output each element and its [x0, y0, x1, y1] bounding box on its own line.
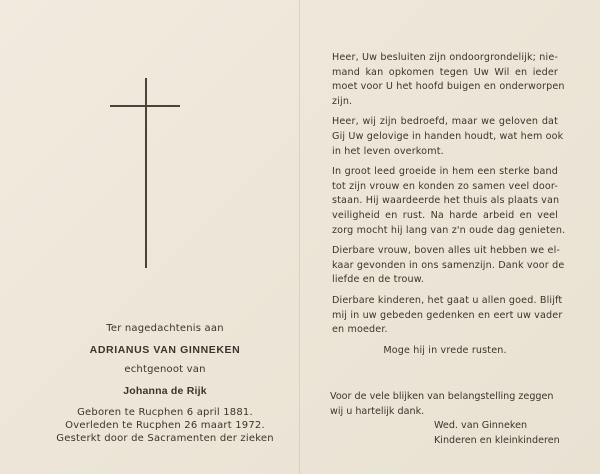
stanza-line: mij in uw gebeden gedenken en eert uw vader [332, 309, 563, 321]
stanza-3 [332, 165, 566, 238]
spouse-label: echtgenoot van [124, 364, 206, 375]
birth-line: Geboren te Rucphen 6 april 1881. [77, 407, 253, 418]
cross-horizontal-bar [110, 105, 180, 107]
stanza-line: zijn. [332, 95, 353, 107]
stanza-line: veiligheid en rust. Na harde arbeid en veel [332, 209, 558, 221]
deceased-name: ADRIANUS VAN GINNEKEN [89, 344, 241, 356]
memorial-intro: Ter nagedachtenis aan [106, 323, 224, 334]
memorial-text [0, 322, 330, 445]
stanza-line: kaar gevonden in ons samenzijn. Dank voor de [332, 259, 565, 271]
prayer-text [332, 51, 566, 358]
stanza-line: en moeder. [332, 324, 388, 336]
stanza-line: Gij Uw gelovige in handen houdt, wat hem ook [332, 130, 564, 142]
stanza-line: Heer, Uw besluiten zijn ondoorgrondelijk; nie- [332, 52, 558, 63]
stanza-line: Dierbare kinderen, het gaat u allen goed. Blijft [332, 294, 563, 306]
thanks-line-1: Voor de vele blijken van belangstelling zeggen [330, 391, 554, 402]
stanza-line: Heer, wij zijn bedroefd, maar we geloven dat [332, 116, 558, 128]
right-page [300, 0, 600, 474]
thanks-line-2: wij u hartelijk dank. [330, 405, 425, 417]
stanza-line: tot zijn vrouw en konden zo samen veel door- [332, 180, 558, 192]
stanza-line: moet voor U het hoofd buigen en onderworpen [332, 81, 565, 93]
stanza-line: Dierbare vrouw, boven alles uit hebben we el- [332, 245, 561, 257]
stanza-line: In groot leed groeide in hem een sterke band [332, 166, 558, 178]
stanza-1 [332, 51, 565, 109]
signature-line-1: Wed. van Ginneken [434, 420, 528, 431]
spouse-name: Johanna de Rijk [123, 385, 207, 397]
life-dates [0, 406, 330, 445]
cross-icon [95, 78, 195, 278]
sacraments-line: Gesterkt door de Sacramenten der zieken [56, 433, 274, 444]
stanza-2 [332, 115, 564, 159]
death-line: Overleden te Rucphen 26 maart 1972. [65, 420, 265, 431]
stanza-line: zorg mocht hij lang van z'n oude dag genieten. [332, 224, 566, 236]
thanks-text [330, 390, 570, 419]
stanza-line: staan. Hij waardeerde het thuis als plaats van [332, 195, 560, 207]
signature-line-2: Kinderen en kleinkinderen [434, 434, 560, 446]
closing-line: Moge hij in vrede rusten. [383, 344, 507, 356]
stanza-line: mand kan opkomen tegen Uw Wil en ieder [332, 66, 558, 78]
stanza-5 [332, 294, 563, 338]
signature [434, 419, 594, 448]
stanza-4 [332, 244, 565, 288]
stanza-line: in het leven overkomt. [332, 145, 444, 157]
stanza-line: liefde en de trouw. [332, 274, 425, 286]
